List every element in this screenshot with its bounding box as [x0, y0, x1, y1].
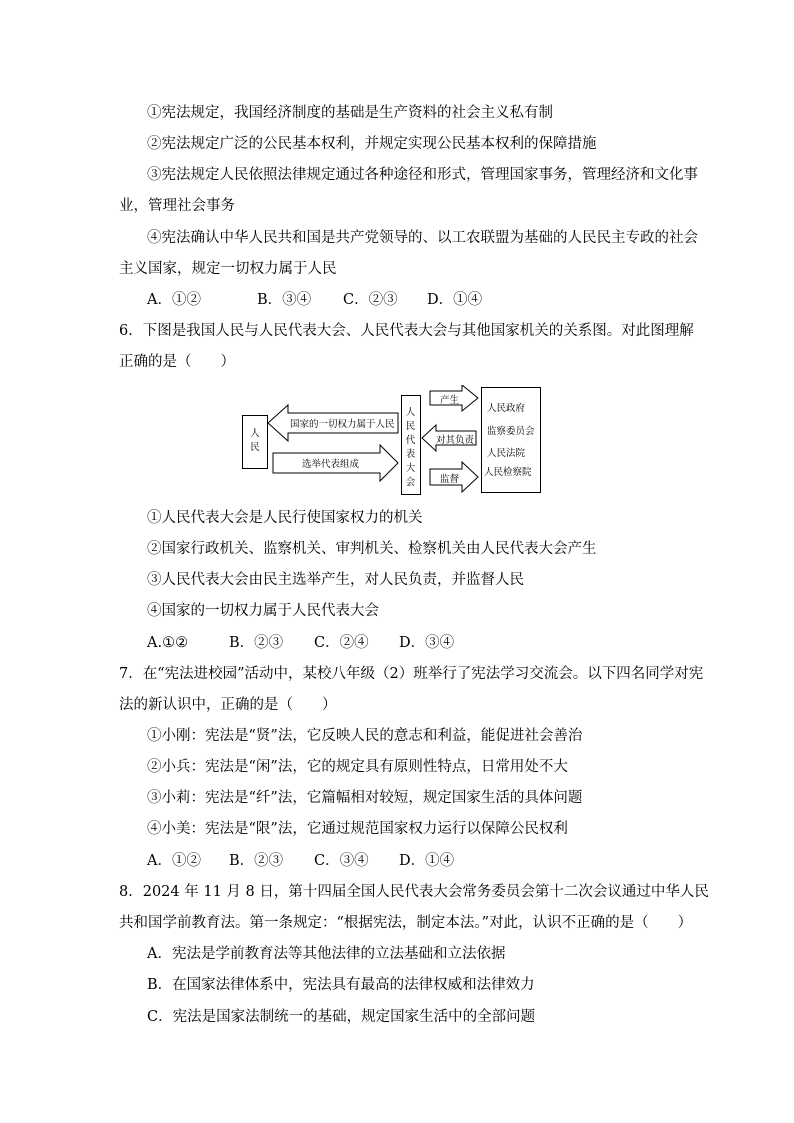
q7-item-2: ②小兵：宪法是“闲”法，它的规定具有原则性特点，日常用处不大: [147, 759, 568, 775]
organ-court: 人民法院: [487, 448, 526, 459]
q6-stem-line2: 正确的是（ ）: [119, 354, 235, 370]
q7-option-a[interactable]: A．①②: [147, 853, 201, 869]
q5-option-d[interactable]: D．①④: [427, 292, 483, 308]
q6-option-a[interactable]: A.①②: [147, 635, 189, 651]
q5-item-3: ③宪法规定人民依照法律规定通过各种途径和形式，管理国家事务，管理经济和文化事: [147, 167, 698, 183]
q5-item-2: ②宪法规定广泛的公民基本权利，并规定实现公民基本权利的保障措施: [147, 136, 597, 152]
q5-item-4: ④宪法确认中华人民共和国是共产党领导的、以工农联盟为基础的人民民主专政的社会: [147, 230, 698, 246]
responsible-label: 对其负责: [436, 435, 475, 446]
q7-item-1: ①小刚：宪法是“贤”法，它反映人民的意志和利益，能促进社会善治: [147, 728, 583, 744]
q6-item-4: ④国家的一切权力属于人民代表大会: [147, 603, 379, 619]
organ-supervision-commission: 监察委员会: [487, 426, 535, 437]
q8-stem-line1: 8．2024 年 11 月 8 日，第十四届全国人民代表大会常务委员会第十二次会议通过中华人民: [119, 884, 709, 900]
q7-item-3: ③小莉：宪法是“纤”法，它篇幅相对较短，规定国家生活的具体问题: [147, 790, 583, 806]
q7-stem-line2: 法的新认识中，正确的是（ ）: [119, 697, 337, 713]
q6-option-d[interactable]: D．③④: [399, 635, 455, 651]
q6-item-2: ②国家行政机关、监察机关、审判机关、检察机关由人民代表大会产生: [147, 541, 597, 557]
q5-item-3-cont: 业，管理社会事务: [119, 198, 235, 214]
people-box: [242, 415, 268, 469]
elect-arrow-label: 选举代表组成: [302, 459, 360, 470]
power-arrow-label: 国家的一切权力属于人民: [290, 419, 395, 430]
q7-option-c[interactable]: C．③④: [314, 853, 369, 869]
q6-stem-line1: 6．下图是我国人民与人民代表大会、人民代表大会与其他国家机关的关系图。对此图理解: [119, 323, 694, 339]
q5-option-c[interactable]: C．②③: [343, 292, 398, 308]
q6-option-c[interactable]: C．②④: [314, 635, 369, 651]
q8-option-b[interactable]: B．在国家法律体系中，宪法具有最高的法律权威和法律效力: [147, 977, 535, 993]
organ-government: 人民政府: [487, 403, 526, 414]
q5-item-4-cont: 主义国家，规定一切权力属于人民: [119, 261, 337, 277]
people-label: 人民: [250, 428, 260, 453]
q5-option-b[interactable]: B．③④: [257, 292, 312, 308]
q5-option-a[interactable]: A．①②: [147, 292, 201, 308]
produce-label: 产生: [440, 395, 460, 406]
q8-stem-line2: 共和国学前教育法。第一条规定：“根据宪法，制定本法。”对此，认识不正确的是（ ）: [119, 915, 693, 931]
q7-option-d[interactable]: D．①④: [399, 853, 455, 869]
supervise-label: 监督: [440, 474, 460, 485]
relationship-diagram: [240, 385, 545, 495]
q7-item-4: ④小美：宪法是“限”法，它通过规范国家权力运行以保障公民权利: [147, 821, 568, 837]
congress-box: [401, 395, 421, 495]
organ-procuratorate: 人民检察院: [484, 467, 532, 478]
q7-stem-line1: 7．在“宪法进校园”活动中，某校八年级（2）班举行了宪法学习交流会。以下四名同学对宪: [119, 666, 704, 682]
q5-item-1: ①宪法规定，我国经济制度的基础是生产资料的社会主义私有制: [147, 105, 553, 121]
q6-item-1: ①人民代表大会是人民行使国家权力的机关: [147, 510, 423, 526]
congress-label: 人民代表大会: [405, 407, 416, 488]
q8-option-a[interactable]: A．宪法是学前教育法等其他法律的立法基础和立法依据: [147, 946, 506, 962]
q7-option-b[interactable]: B．②③: [229, 853, 284, 869]
q8-option-c[interactable]: C．宪法是国家法制统一的基础，规定国家生活中的全部问题: [147, 1009, 536, 1025]
q6-option-b[interactable]: B．②③: [229, 635, 284, 651]
q6-item-3: ③人民代表大会由民主选举产生，对人民负责，并监督人民: [147, 572, 524, 588]
state-organs-box: [481, 387, 541, 493]
